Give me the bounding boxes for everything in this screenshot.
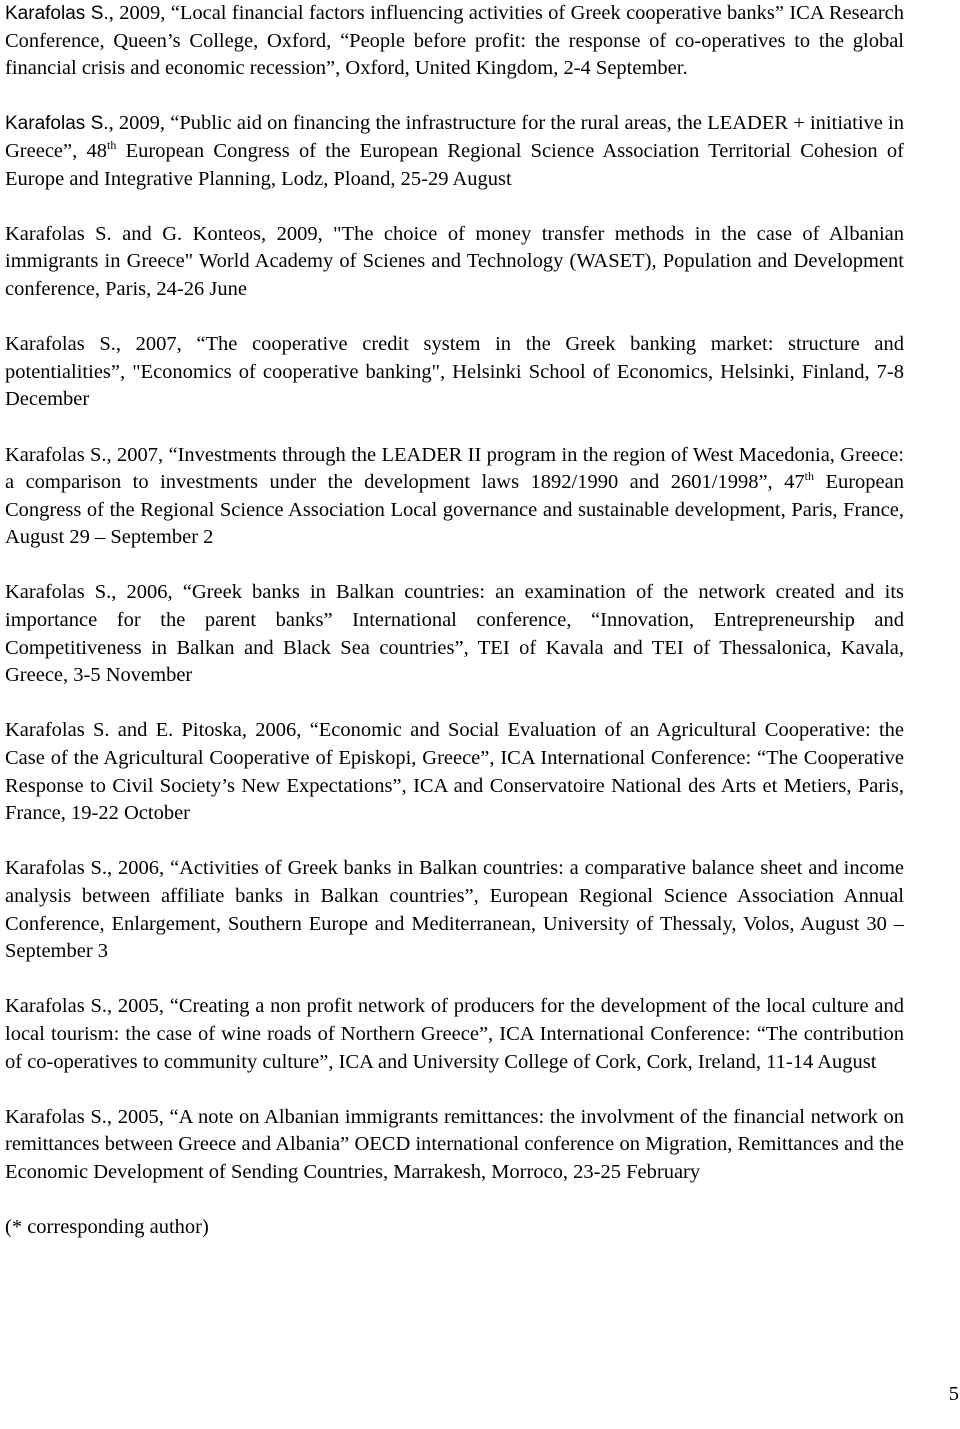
superscript: th: [804, 469, 814, 484]
page-number: 5: [948, 1383, 959, 1405]
spacer: [5, 193, 904, 221]
spacer: [5, 83, 904, 111]
footnote: (* corresponding author): [5, 1216, 209, 1239]
reference-entry: Karafolas S., 2006, “Activities of Greek banks in Balkan countries: a comparative balance sheet and income analysis between affiliate banks in Balkan countries”, European Regional Science Association Annual Conference, Enlargement, Southern Europe and Mediterranean, University of Thessaly, Volos, August 30 – September 3: [5, 857, 904, 963]
spacer: [5, 966, 904, 994]
spacer: [5, 1187, 904, 1215]
spacer: [5, 414, 904, 442]
reference-entry: Karafolas S., 2005, “A note on Albanian immigrants remittances: the involvment of the financial network on remittances between Greece and Albania” OECD international conference on Migration, Remittances and the Economic Development of Sending Countries, Marrakesh, Morroco, 23-25 February: [5, 1105, 904, 1183]
reference-text: European Congress of the European Regional Science Association Territorial Cohesion of Europe and Integrative Planning, Lodz, Ploand, 25-29 August: [5, 139, 904, 190]
reference-author: Karafolas S.: [5, 3, 109, 24]
reference-text: European Congress of the Regional Science Association Local governance and sustainable development, Paris, France, August 29 – September 2: [5, 471, 904, 549]
reference-entry: Karafolas S. and E. Pitoska, 2006, “Economic and Social Evaluation of an Agricultural Cooperative: the Case of the Agricultural Cooperative of Episkopi, Greece”, ICA International Conference: “The Cooperative Response to Civil Society’s New Expectations”, ICA and Conservatoire National des Arts et Metiers, Paris, France, 19-22 October: [5, 719, 904, 825]
reference-entry: Karafolas S., 2007, “The cooperative credit system in the Greek banking market: structure and potentialities”, "Economics of cooperative banking", Helsinki School of Economics, Helsinki, Finland, 7-8 December: [5, 333, 904, 411]
reference-entry: [5, 110, 904, 193]
reference-entry: [5, 0, 904, 83]
spacer: [5, 304, 904, 332]
reference-text: , 2009, “Public aid on financing the infrastructure for the rural areas, the LEADER + initiative in Greece”, 48: [5, 112, 905, 162]
document-page: [5, 0, 904, 1242]
reference-author: Karafolas S.: [5, 113, 109, 135]
spacer: [5, 552, 904, 580]
reference-entry: [5, 442, 904, 552]
reference-entry: Karafolas S., 2005, “Creating a non profit network of producers for the development of the local culture and local tourism: the case of wine roads of Northern Greece”, ICA International Conference: “The contribution of co-operatives to community culture”, ICA and University College of Cork, Cork, Ireland, 11-14 August: [5, 995, 904, 1073]
reference-text: Karafolas S., 2007, “Investments through the LEADER II program in the region of West Macedonia, Greece: a comparison to investments under the development laws 1892/1990 and 2601/1998”, 47: [5, 443, 904, 494]
spacer: [5, 690, 904, 718]
spacer: [5, 828, 904, 856]
reference-entry: Karafolas S., 2006, “Greek banks in Balkan countries: an examination of the network created and its importance for the parent banks” International conference, “Innovation, Entrepreneurship and Competitiveness in Balkan and Black Sea countries”, TEI of Kavala and TEI of Thessalonica, Kavala, Greece, 3-5 November: [5, 581, 904, 687]
spacer: [5, 1076, 904, 1104]
superscript: th: [107, 137, 117, 152]
reference-text: , 2009, “Local financial factors influencing activities of Greek cooperative banks” ICA Research Conference, Queen’s College, Oxford, “People before profit: the response of co-operatives to the global financial crisis and economic recession”, Oxford, United Kingdom, 2-4 September.: [5, 2, 905, 80]
reference-entry: Karafolas S. and G. Konteos, 2009, "The choice of money transfer methods in the case of Albanian immigrants in Greece" World Academy of Scienes and Technology (WASET), Population and Development conference, Paris, 24-26 June: [5, 222, 904, 300]
